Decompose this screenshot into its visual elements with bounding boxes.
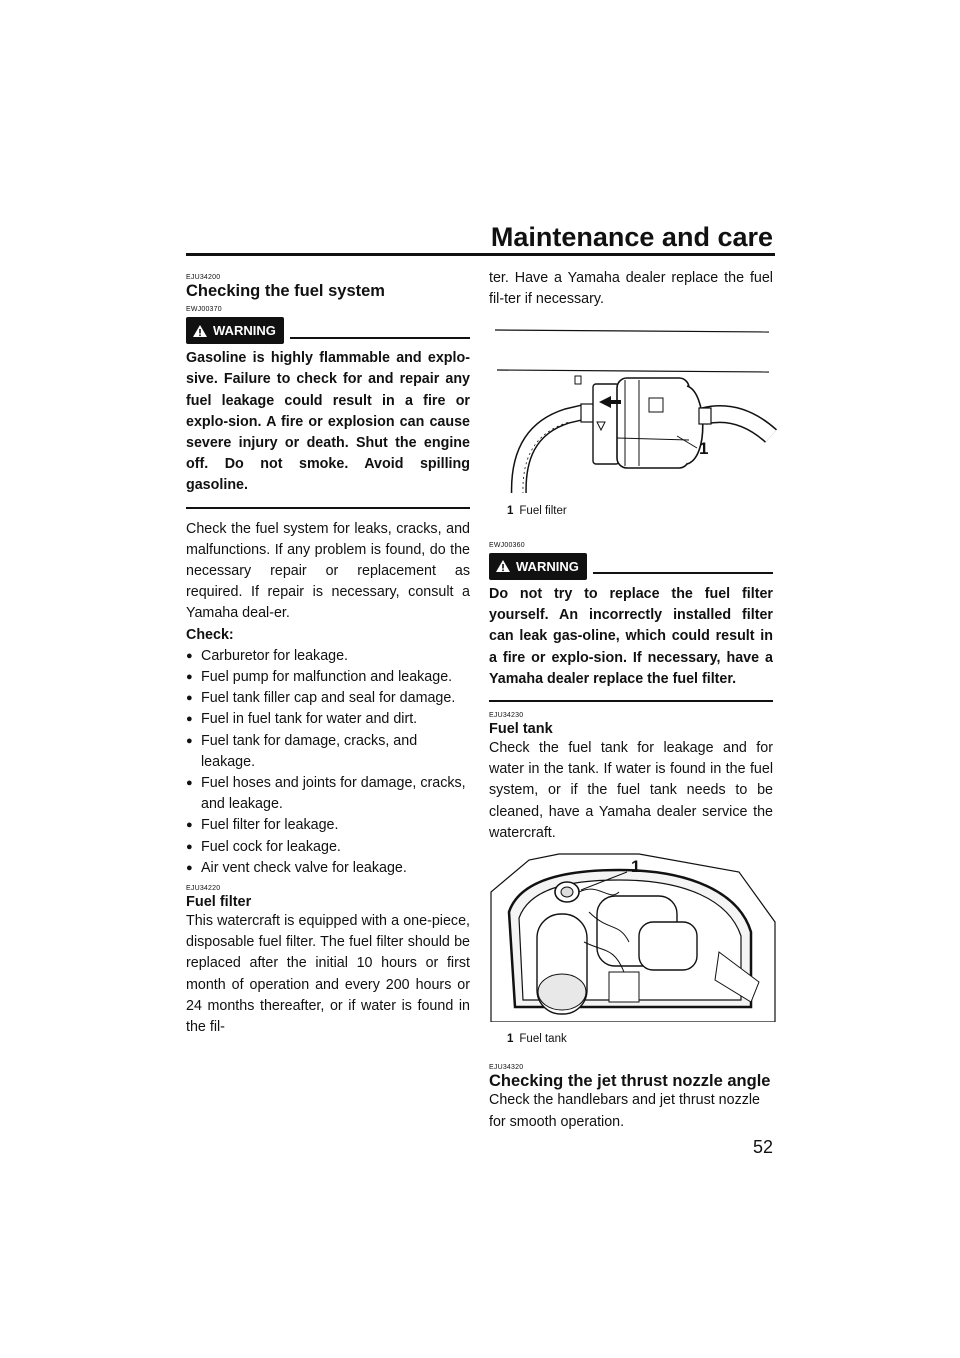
caption-text: Fuel tank (519, 1033, 567, 1046)
warning-rule (290, 337, 470, 339)
page-number: 52 (752, 1137, 773, 1157)
callout-number: 1 (631, 857, 641, 877)
callout-number: 1 (699, 439, 709, 459)
warning-label: WARNING (213, 323, 276, 338)
figure-caption (507, 1029, 773, 1050)
fuel-filter-illustration (489, 318, 779, 493)
list-item: ● Fuel pump for malfunction and leakage. (186, 667, 470, 688)
heading-fuel-tank: Fuel tank (489, 721, 553, 738)
list-item: ● Fuel filter for leakage. (186, 815, 470, 836)
warning-badge (489, 553, 587, 580)
caption-number: 1 (507, 1033, 514, 1046)
list-item: ● Fuel tank for damage, cracks, and leakage. (186, 731, 470, 773)
section-code: EJU34320 (489, 1064, 524, 1072)
check-label: Check: (186, 626, 234, 643)
list-item: ● Air vent check valve for leakage. (186, 858, 470, 879)
paragraph: ter. Have a Yamaha dealer replace the fuel fil-ter if necessary. (489, 270, 773, 308)
paragraph: This watercraft is equipped with a one-piece, disposable fuel filter. The fuel filter should be replaced after the initial 10 hours or first month of operation and every 200 hours or 24 months thereafter, or if water is found in the fil- (186, 913, 470, 1036)
paragraph: Check the handlebars and jet thrust nozzle for smooth operation. (489, 1092, 761, 1130)
fuel-filter-figure (489, 318, 773, 521)
fuel-tank-figure (489, 852, 773, 1050)
paragraph: Check the fuel tank for leakage and for water in the tank. If water is found in the fuel system, or if the fuel tank needs to be cleaned, have a Yamaha dealer service the watercraft. (489, 740, 773, 841)
warning-code: EWJ00370 (186, 306, 222, 313)
section-code: EJU34220 (186, 885, 221, 893)
section-title: Maintenance and care (490, 222, 773, 252)
warning-rule (593, 572, 773, 574)
left-column (186, 272, 470, 1038)
warning-header (186, 317, 470, 344)
header-rule (186, 253, 775, 256)
fuel-tank-illustration (489, 852, 779, 1022)
section-code: EJU34230 (489, 712, 524, 720)
heading-checking-fuel-system: Checking the fuel system (186, 282, 385, 300)
caption-number: 1 (507, 504, 514, 517)
warning-code: EWJ00360 (489, 541, 525, 549)
check-list (186, 646, 470, 879)
list-item: ● Fuel hoses and joints for damage, cracks, and leakage. (186, 773, 470, 815)
page-header (0, 0, 960, 260)
warning-label: WARNING (516, 558, 579, 574)
warning-text: Gasoline is highly flammable and explo-sive. Failure to check for and repair any fuel leakage could result in a fire or explo-sion. A fire or explosion can cause severe injury or death. Shut the engine off. Do not smoke. Avoid spilling gasoline. (186, 348, 470, 508)
right-column (489, 268, 773, 1133)
list-item: ● Fuel in fuel tank for water and dirt. (186, 709, 470, 730)
figure-caption (507, 501, 773, 522)
list-item: ● Fuel tank filler cap and seal for damage. (186, 688, 470, 709)
list-item: ● Carburetor for leakage. (186, 646, 470, 667)
heading-fuel-filter: Fuel filter (186, 894, 252, 911)
warning-triangle-icon (495, 559, 511, 573)
section-code: EJU34200 (186, 274, 221, 281)
caption-text: Fuel filter (519, 504, 567, 517)
paragraph: Check the fuel system for leaks, cracks, and malfunctions. If any problem is found, do the necessary repair or replacement as required. If repair is necessary, consult a Yamaha deal-er. (186, 520, 470, 622)
warning-text: Do not try to replace the fuel filter yourself. An incorrectly installed filter can leak gas-oline, which could result in a fire or explo-sion. If necessary, have a Yamaha dealer replace the fuel filter. (489, 584, 773, 702)
list-item: ● Fuel cock for leakage. (186, 837, 470, 858)
heading-jet-thrust-nozzle: Checking the jet thrust nozzle angle (489, 1072, 771, 1091)
warning-header (489, 553, 773, 580)
warning-badge (186, 317, 284, 344)
warning-triangle-icon (192, 324, 208, 338)
